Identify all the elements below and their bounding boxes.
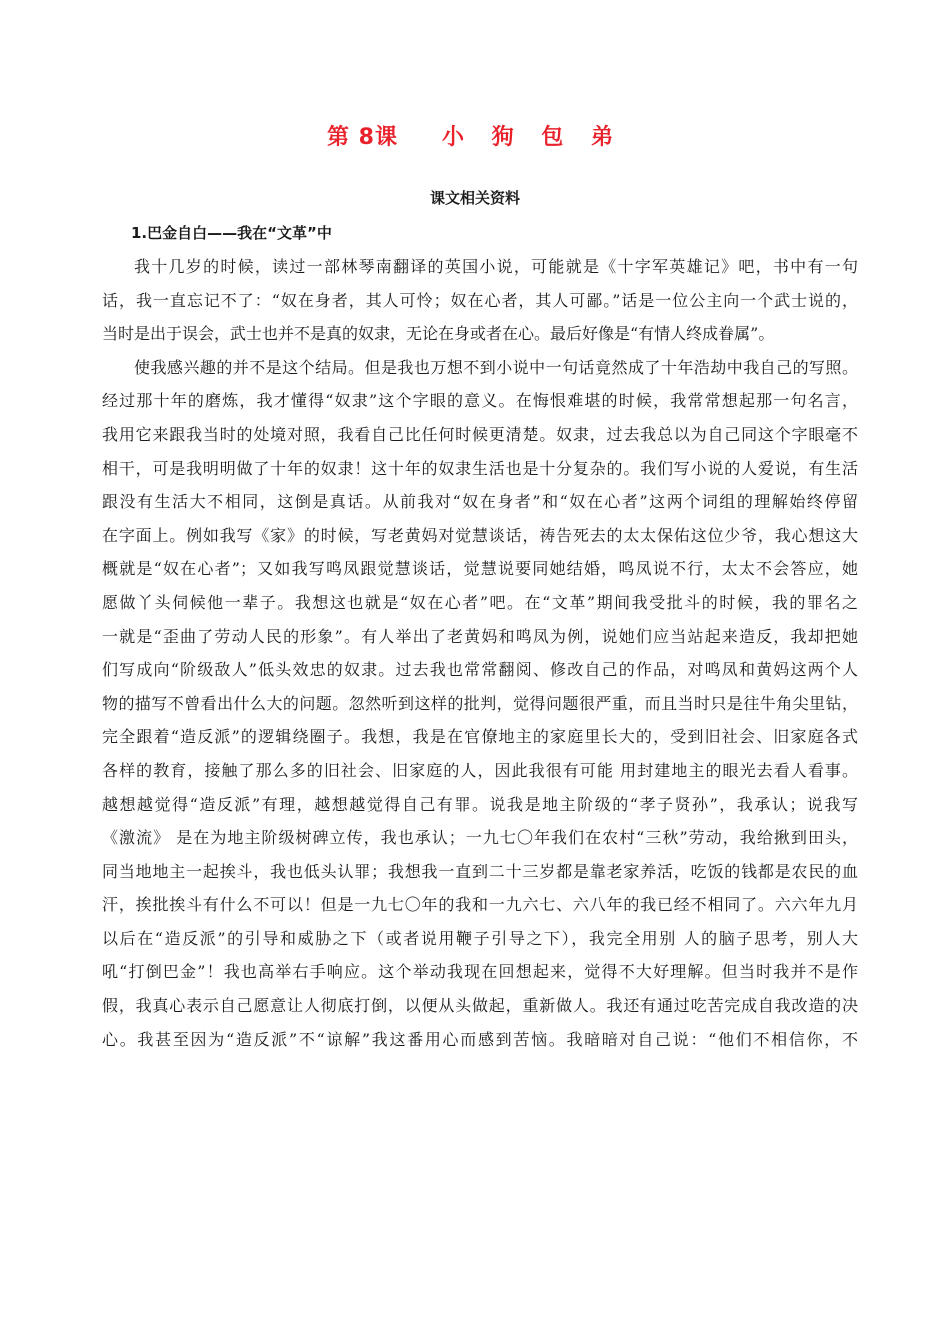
text-line: 一就是“歪曲了劳动人民的形象”。有人举出了老黄妈和鸣凤为例，说她们应当站起来造反，我却把她	[102, 626, 858, 646]
text-line: 物的描写不曾看出什么大的问题。忽然听到这样的批判，觉得问题很严重，而且当时只是往牛角尖里钻，	[102, 693, 858, 713]
lesson-number: 第 8课	[327, 125, 398, 150]
text-line: 心。我甚至因为“造反派”不“谅解”我这番用心而感到苦恼。我暗暗对自己说：“他们不相信你，不	[102, 1029, 858, 1049]
text-line: 我用它来跟我当时的处境对照，我看自己比任何时候更清楚。奴隶，过去我总以为自己同这个字眼毫不	[102, 424, 858, 444]
text-line: 愿做丫头伺候他一辈子。我想这也就是“奴在心者”吧。在“文革”期间我受批斗的时候，我的罪名之	[102, 592, 858, 612]
text-line: 概就是“奴在心者”；又如我写鸣凤跟觉慧谈话，觉慧说要同她结婚，鸣凤说不行，太太不会答应，她	[102, 559, 858, 579]
text-line: 跟没有生活大不相同，这倒是真话。从前我对“奴在身者”和“奴在心者”这两个词组的理解始终停留	[102, 492, 858, 512]
text-line: 同当地地主一起挨斗，我也低头认罪；我想我一直到二十三岁都是靠老家养活，吃饭的钱都是农民的血	[102, 861, 858, 881]
text-line: 经过那十年的磨炼，我才懂得“奴隶”这个字眼的意义。在悔恨难堪的时候，我常常想起那一句名言，	[102, 391, 858, 411]
text-line: 假，我真心表示自己愿意让人彻底打倒，以便从头做起，重新做人。我还有通过吃苦完成自我改造的决	[102, 996, 858, 1016]
text-line: 在字面上。例如我写《家》的时候，写老黄妈对觉慧谈话，祷告死去的太太保佑这位少爷，我心想这大	[102, 525, 858, 545]
lesson-title	[0, 121, 950, 155]
lesson-name: 小 狗 包 弟	[441, 125, 623, 150]
text-line: 话，我一直忘记不了：“奴在身者，其人可怜；奴在心者，其人可鄙。”话是一位公主向一个武士说的，	[102, 290, 858, 310]
text-line: 越想越觉得“造反派”有理，越想越觉得自己有罪。说我是地主阶级的“孝子贤孙”，我承认；说我写	[102, 794, 858, 814]
text-line: 各样的教育，接触了那么多的旧社会、旧家庭的人，因此我很有可能 用封建地主的眼光去看人看事。	[102, 760, 858, 780]
text-line: 们写成向“阶级敌人”低头效忠的奴隶。过去我也常常翻阅、修改自己的作品，对鸣凤和黄妈这两个人	[102, 660, 858, 680]
text-line: 完全跟着“造反派”的逻辑绕圈子。我想，我是在官僚地主的家庭里长大的，受到旧社会、旧家庭各式	[102, 727, 858, 747]
section-subtitle: 课文相关资料	[429, 189, 520, 207]
text-line: 吼“打倒巴金”！我也高举右手响应。这个举动我现在回想起来，觉得不大好理解。但当时我并不是作	[102, 962, 858, 982]
section-heading: 1.巴金自白——我在“文革”中	[131, 224, 332, 242]
text-line: 《激流》 是在为地主阶级树碑立传，我也承认；一九七〇年我们在农村“三秋”劳动，我给揪到田头，	[102, 828, 858, 848]
text-line: 汗，挨批挨斗有什么不可以！但是一九七〇年的我和一九六七、六八年的我已经不相同了。六六年九月	[102, 895, 858, 915]
text-line: 以后在“造反派”的引导和威胁之下（或者说用鞭子引导之下），我完全用别 人的脑子思考，别人大	[102, 928, 858, 948]
text-line: 当时是出于误会，武士也并不是真的奴隶，无论在身或者在心。最后好像是“有情人终成眷属”。	[102, 324, 775, 344]
article-body	[102, 250, 858, 1056]
text-line: 使我感兴趣的并不是这个结局。但是我也万想不到小说中一句话竟然成了十年浩劫中我自己的写照。	[134, 357, 858, 377]
text-line: 相干，可是我明明做了十年的奴隶！这十年的奴隶生活也是十分复杂的。我们写小说的人爱说，有生活	[102, 458, 858, 478]
text-line: 我十几岁的时候，读过一部林琴南翻译的英国小说，可能就是《十字军英雄记》吧，书中有一句	[134, 257, 858, 276]
